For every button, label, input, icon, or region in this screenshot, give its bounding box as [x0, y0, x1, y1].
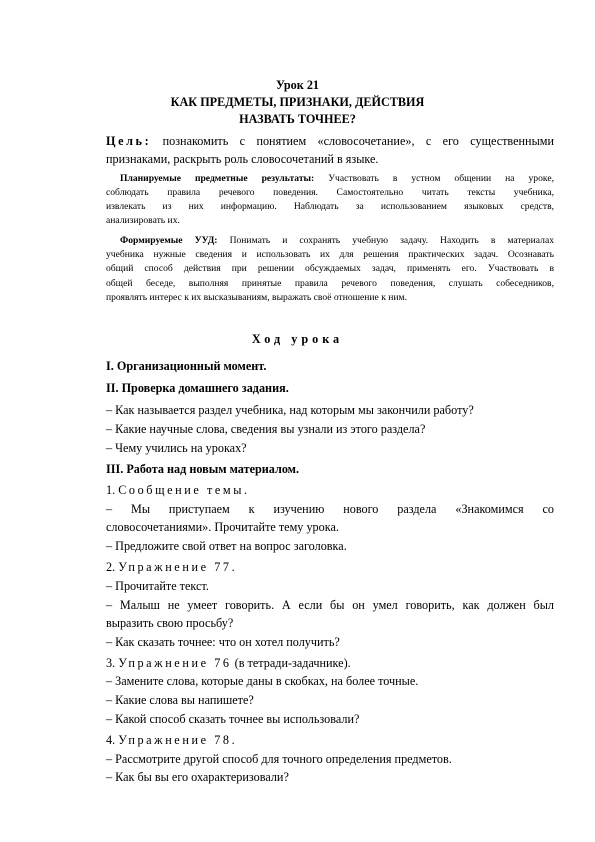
exercise-77-label: Упражнение 77.: [118, 560, 238, 574]
exercise-78-line-2: – Как бы вы его охарактеризовали?: [106, 770, 289, 784]
exercise-76-line-1: – Замените слова, которые даны в скобках, на более точные.: [106, 674, 419, 688]
goal-text-1: познакомить с понятием «словосочетание», с его существенными: [162, 134, 554, 148]
exercise-76-heading: [106, 657, 351, 669]
exercise-77-line-1: – Прочитайте текст.: [106, 579, 209, 593]
question-2: – Какие научные слова, сведения вы узнали из этого раздела?: [106, 422, 426, 436]
exercise-76-number: 3.: [106, 656, 116, 670]
exercise-78-line-1: – Рассмотрите другой способ для точного определения предметов.: [106, 752, 452, 766]
uud-text-1: Понимать и сохранять учебную задачу. Находить в материалах: [229, 235, 554, 246]
uud-line-5: проявлять интерес к их высказываниям, выражать своё отношение к ним.: [106, 292, 408, 303]
goal-label: Цель:: [106, 134, 152, 148]
topic-heading: [106, 484, 250, 496]
section-organizational: I. Организационный момент.: [106, 359, 267, 373]
lesson-title-line2: НАЗВАТЬ ТОЧНЕЕ?: [239, 112, 356, 126]
uud-line-3: общий способ действия при решении обсуждаемых задач, применять его. Участвовать в: [106, 263, 554, 274]
topic-label: Сообщение темы.: [118, 483, 250, 497]
exercise-76-line-3: – Какой способ сказать точнее вы использовали?: [106, 712, 360, 726]
uud-line-1: [120, 236, 554, 246]
question-3: – Чему учились на уроках?: [106, 441, 247, 455]
planned-text-1: Участвовать в устном общении на уроке,: [328, 173, 554, 184]
exercise-76-line-2: – Какие слова вы напишете?: [106, 693, 254, 707]
planned-line-2: соблюдать правила речевого поведения. Самостоятельно читать тексты учебника,: [106, 187, 554, 198]
exercise-77-line-3: выразить свою просьбу?: [106, 616, 234, 630]
planned-line-3: извлекать из них информацию. Наблюдать за использованием языковых средств,: [106, 201, 554, 212]
topic-number: 1.: [106, 483, 116, 497]
exercise-77-line-2: – Малыш не умеет говорить. А если бы он умел говорить, как должен был: [106, 598, 554, 612]
course-heading: Ход урока: [251, 332, 344, 346]
exercise-77-heading: [106, 561, 237, 573]
topic-line-2: словосочетаниями». Прочитайте тему урока.: [106, 520, 339, 534]
section-new-material: III. Работа над новым материалом.: [106, 462, 300, 476]
exercise-78-number: 4.: [106, 733, 116, 747]
goal-line-2: признаками, раскрыть роль словосочетаний в языке.: [106, 152, 379, 166]
exercise-76-label: Упражнение 76: [118, 656, 232, 670]
exercise-77-line-4: – Как сказать точнее: что он хотел получить?: [106, 635, 340, 649]
question-1: – Как называется раздел учебника, над которым мы закончили работу?: [106, 403, 474, 417]
lesson-number: Урок 21: [275, 78, 320, 92]
goal-line-1: [106, 135, 554, 147]
section-homework-check: II. Проверка домашнего задания.: [106, 381, 289, 395]
exercise-76-suffix: (в тетради-задачнике).: [234, 656, 351, 670]
uud-label: Формируемые УУД:: [120, 235, 218, 246]
lesson-title-line1: КАК ПРЕДМЕТЫ, ПРИЗНАКИ, ДЕЙСТВИЯ: [170, 95, 425, 109]
topic-line-3: – Предложите свой ответ на вопрос заголовка.: [106, 539, 347, 553]
topic-line-1: – Мы приступаем к изучению нового раздела «Знакомимся со: [106, 502, 554, 516]
exercise-77-number: 2.: [106, 560, 116, 574]
uud-line-2: учебника нужные сведения и использовать их для решения практических задач. Осознавать: [106, 249, 554, 260]
uud-line-4: общей беседе, выполняя принятые правила речевого поведения, слушать собеседников,: [106, 278, 554, 289]
exercise-78-heading: [106, 734, 237, 746]
exercise-78-label: Упражнение 78.: [118, 733, 238, 747]
planned-label: Планируемые предметные результаты:: [120, 173, 315, 184]
planned-line-4: анализировать их.: [106, 215, 180, 226]
planned-line-1: [120, 174, 554, 184]
